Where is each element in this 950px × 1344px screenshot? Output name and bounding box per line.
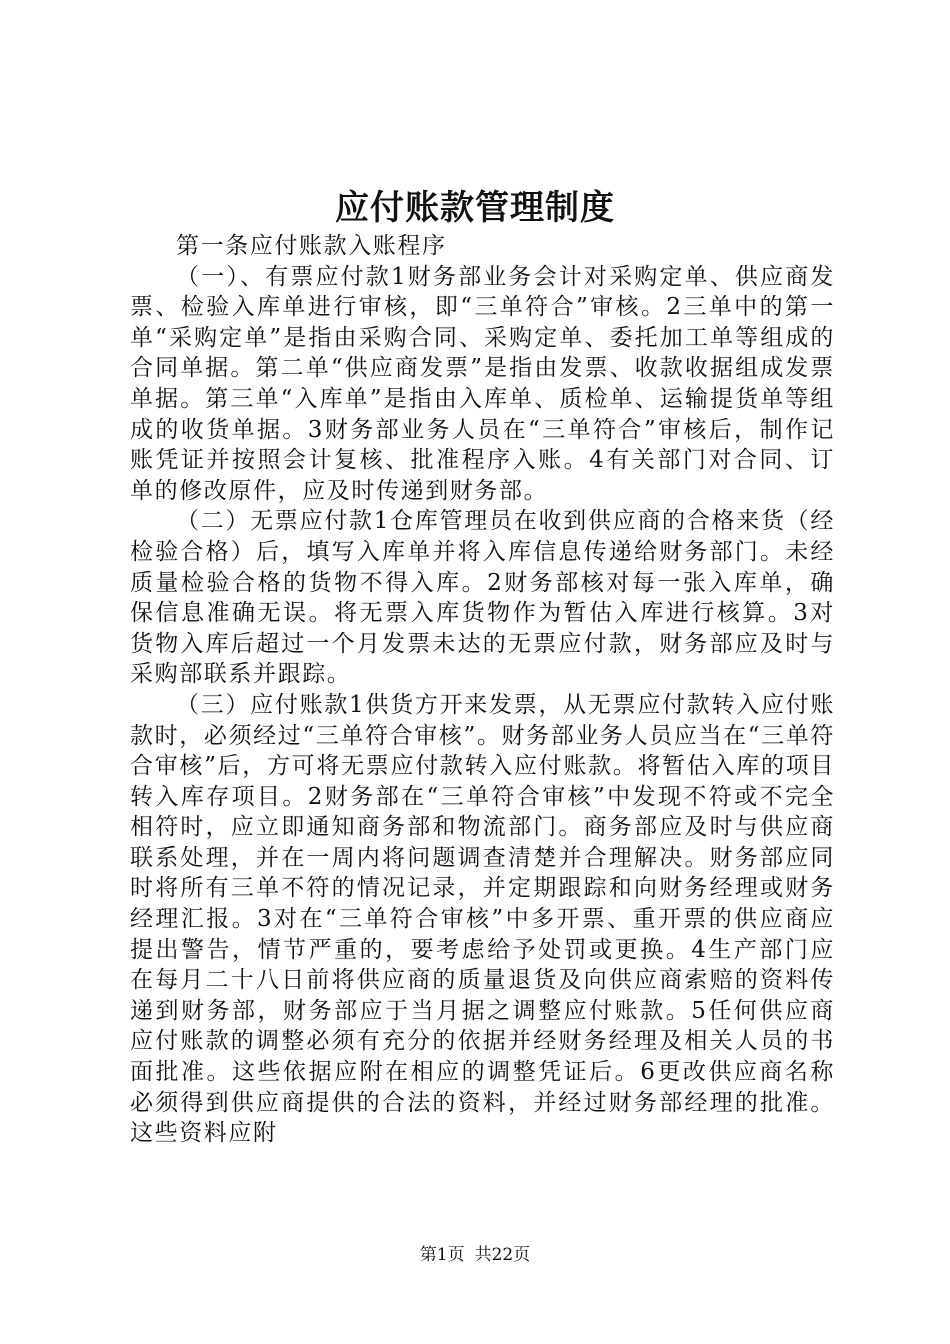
paragraph-accounts-payable: （三）应付账款1供货方开来发票，从无票应付款转入应付账款时，必须经过“三单符合审核”。财务部业务人员应当在“三单符合审核”后，方可将无票应付款转入应付账款。将暂估入库的项目转入库存项目。2财务部在“三单符合审核”中发现不符或不完全相符时，应立即通知商务部和物流部门。商务部应及时与供应商联系处理，并在一周内将问题调查清楚并合理解决。财务部应同时将所有三单不符的情况记录，并定期跟踪和向财务经理或财务经理汇报。3对在“三单符合审核”中多开票、重开票的供应商应提出警告，情节严重的，要考虑给予处罚或更换。4生产部门应在每月二十八日前将供应商的质量退货及向供应商索赔的资料传递到财务部，财务部应于当月据之调整应付账款。5任何供应商应付账款的调整必须有充分的依据并经财务经理及相关人员的书面批准。这些依据应附在相应的调整凭证后。6更改供应商名称必须得到供应商提供的合法的资料，并经过财务部经理的批准。这些资料应附 (130, 691, 835, 1147)
document-body (130, 231, 835, 1149)
page-number: 第1页 (419, 1245, 465, 1265)
page-total: 共22页 (474, 1245, 531, 1265)
article-heading: 第一条应付账款入账程序 (176, 233, 447, 259)
paragraph-invoiced-payables: （一）、有票应付款1财务部业务会计对采购定单、供应商发票、检验入库单进行审核，即“三单符合”审核。2三单中的第一单“采购定单”是指由采购合同、采购定单、委托加工单等组成的合同单据。第二单“供应商发票”是指由发票、收款收据组成发票单据。第三单“入库单”是指由入库单、质检单、运输提货单等组成的收货单据。3财务部业务人员在“三单符合”审核后，制作记账凭证并按照会计复核、批准程序入账。4有关部门对合同、订单的修改原件，应及时传递到财务部。 (130, 263, 835, 504)
page-footer (0, 1244, 950, 1266)
document-title: 应付账款管理制度 (335, 188, 615, 228)
paragraph-uninvoiced-payables: （二）无票应付款1仓库管理员在收到供应商的合格来货（经检验合格）后，填写入库单并将入库信息传递给财务部门。未经质量检验合格的货物不得入库。2财务部核对每一张入库单，确保信息准确无误。将无票入库货物作为暂估入库进行核算。3对货物入库后超过一个月发票未达的无票应付款，财务部应及时与采购部联系并跟踪。 (130, 508, 835, 688)
